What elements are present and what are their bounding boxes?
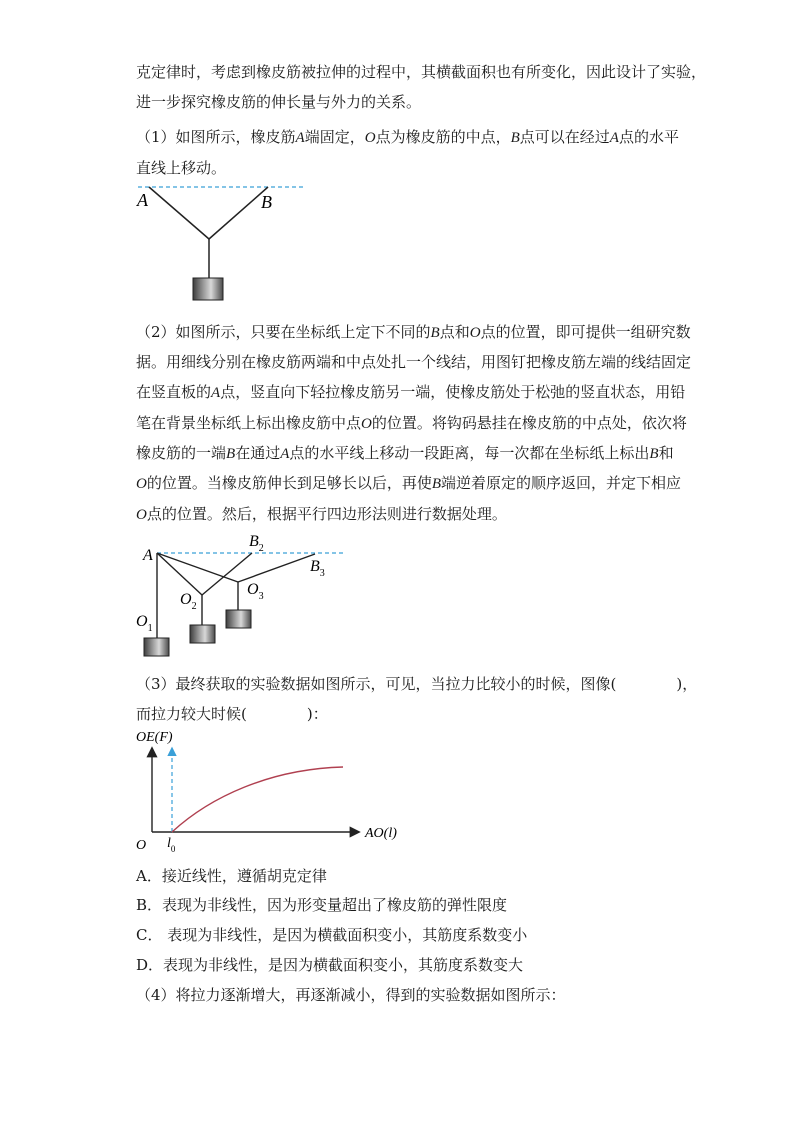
fig2-label-O2: $O_2$ (180, 591, 197, 612)
part2-line-1: （2）如图所示，只要在坐标纸上定下不同的B点和O点的位置，即可提供一组研究数 (136, 323, 691, 341)
part2-line-2: 据。用细线分别在橡皮筋两端和中点处扎一个线结，用图钉把橡皮筋左端的线结固定 (136, 353, 692, 371)
figure-2-multiple-positions (130, 528, 360, 663)
fig2-label-A: A (143, 547, 153, 564)
fig1-band-left (149, 187, 209, 239)
fig2-band-O3-B3 (238, 554, 315, 582)
fig3-x-label: AO(l) (365, 826, 397, 841)
fig1-label-A: A (137, 190, 148, 210)
option-c[interactable]: C． 表现为非线性，是因为横截面积变小，其筋度系数变小 (136, 926, 528, 944)
fig1-weight (193, 278, 223, 300)
fig2-label-O3: $O_3$ (247, 581, 264, 602)
fig3-y-label: OE(F) (136, 730, 173, 745)
fig2-band-A-O2 (157, 553, 202, 595)
part1-line-1: （1）如图所示，橡皮筋A端固定，O点为橡皮筋的中点，B点可以在经过A点的水平 (136, 128, 679, 146)
option-a[interactable]: A．接近线性，遵循胡克定律 (136, 867, 327, 885)
part2-line-4: 笔在背景坐标纸上标出橡皮筋中点O的位置。将钩码悬挂在橡皮筋的中点处，依次将 (136, 414, 687, 432)
fig2-band-O2-B2 (202, 553, 252, 595)
part2-line-3: 在竖直板的A点，竖直向下轻拉橡皮筋另一端，使橡皮筋处于松弛的竖直状态，用铅 (136, 383, 686, 401)
part2-line-7: O点的位置。然后，根据平行四边形法则进行数据处理。 (136, 505, 507, 523)
part3-line-2: 而拉力较大时候( )： (136, 705, 328, 723)
fig2-weight-O3 (226, 610, 251, 628)
figure-1-rubber-band-y (130, 180, 320, 310)
fig3-l0-label: $l_0$ (167, 836, 176, 854)
figure-3-force-extension-graph (130, 725, 410, 860)
fig1-label-B: B (261, 192, 272, 212)
fig2-weight-O1 (144, 638, 169, 656)
part1-line-2: 直线上移动。 (136, 159, 227, 177)
option-d[interactable]: D．表现为非线性，是因为横截面积变小，其筋度系数变大 (136, 956, 524, 974)
option-b[interactable]: B．表现为非线性，因为形变量超出了橡皮筋的弹性限度 (136, 896, 508, 914)
part4-line-1: （4）将拉力逐渐增大，再逐渐减小，得到的实验数据如图所示： (136, 986, 566, 1004)
fig3-force-curve (172, 767, 343, 832)
part3-line-1: （3）最终获取的实验数据如图所示，可见，当拉力比较小的时候，图像( )， (136, 675, 698, 693)
fig2-label-O1: $O_1$ (136, 613, 153, 634)
fig1-band-right (209, 187, 268, 239)
fig2-band-A-O3 (157, 553, 238, 582)
fig2-label-B2: $B_2$ (249, 533, 264, 554)
fig3-origin-label: O (136, 838, 147, 853)
fig2-label-B3: $B_3$ (310, 558, 325, 579)
intro-line-1: 克定律时，考虑到橡皮筋被拉伸的过程中，其横截面积也有所变化，因此设计了实验， (136, 63, 707, 81)
part2-line-5: 橡皮筋的一端B在通过A点的水平线上移动一段距离，每一次都在坐标纸上标出B和 (136, 444, 674, 462)
part2-line-6: O的位置。当橡皮筋伸长到足够长以后，再使B端逆着原定的顺序返回，并定下相应 (136, 474, 682, 492)
intro-line-2: 进一步探究橡皮筋的伸长量与外力的关系。 (136, 93, 422, 111)
fig2-weight-O2 (190, 625, 215, 643)
